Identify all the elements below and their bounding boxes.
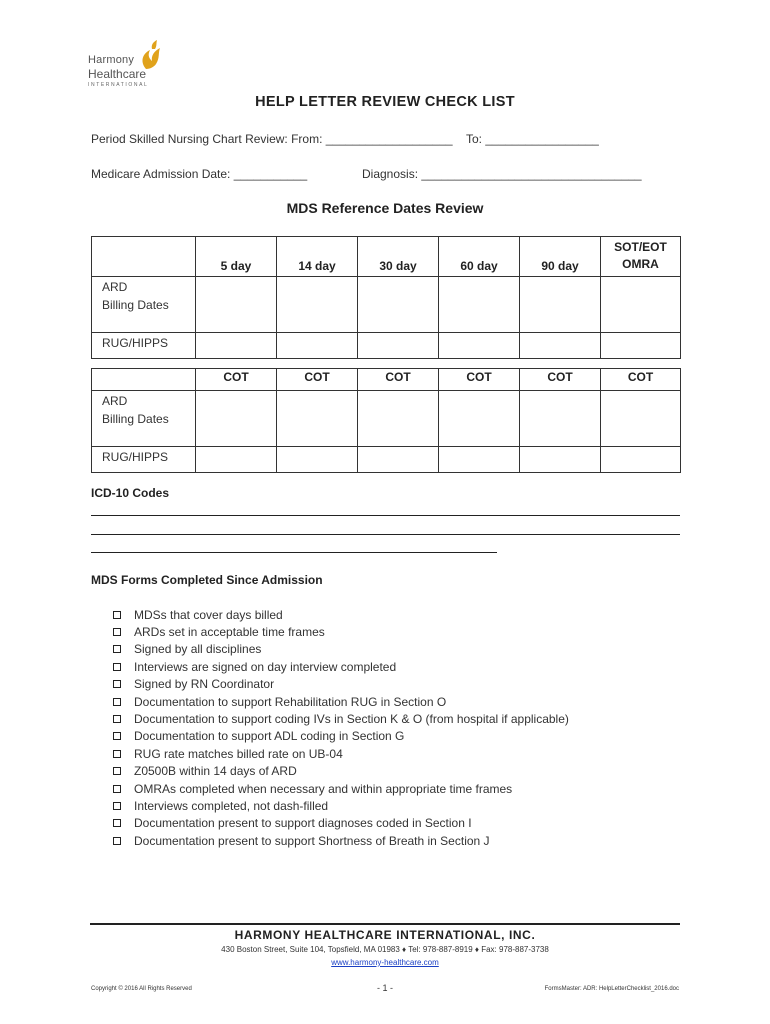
checklist-item-label: Signed by RN Coordinator <box>134 677 275 692</box>
footer-address: 430 Boston Street, Suite 104, Topsfield, MA 01983 ♦ Tel: 978-887-8919 ♦ Fax: 978-887-3738 <box>221 945 549 954</box>
logo-line-2: Healthcare <box>88 67 147 81</box>
table-cell[interactable] <box>196 391 277 447</box>
column-header: 30 day <box>358 237 439 277</box>
checklist-item-label: ARDs set in acceptable time frames <box>134 625 325 640</box>
table-cell[interactable] <box>601 447 681 473</box>
checklist-item <box>113 693 569 710</box>
table-cell[interactable] <box>439 277 520 333</box>
table-cell[interactable] <box>196 277 277 333</box>
checklist-item <box>113 815 569 832</box>
table-row <box>92 333 681 359</box>
company-logo <box>88 40 178 92</box>
checklist-item <box>113 763 569 780</box>
column-header: COT <box>196 369 277 391</box>
icd-codes-line[interactable] <box>91 534 680 535</box>
column-header: COT <box>439 369 520 391</box>
table-cell[interactable] <box>439 333 520 359</box>
row-label-ard-billing <box>92 391 196 447</box>
checklist-item <box>113 623 569 640</box>
checklist-item-label: Documentation to support coding IVs in Section K & O (from hospital if applicable) <box>134 712 569 727</box>
table-cell[interactable] <box>520 447 601 473</box>
checklist-item-label: OMRAs completed when necessary and within appropriate time frames <box>134 781 513 796</box>
table-cell[interactable] <box>439 391 520 447</box>
checklist-item-label: Documentation present to support Shortness of Breath in Section J <box>134 833 490 848</box>
row-label: ARD <box>102 280 128 294</box>
period-review-field: Period Skilled Nursing Chart Review: From: ___________________ <box>91 132 453 146</box>
row-label-ard-billing <box>92 277 196 333</box>
checkbox-icon[interactable] <box>113 802 121 810</box>
column-header-line: OMRA <box>622 257 659 271</box>
checklist-item <box>113 832 569 849</box>
column-header: COT <box>277 369 358 391</box>
column-header: 14 day <box>277 237 358 277</box>
table-cell[interactable] <box>277 447 358 473</box>
table-cell[interactable] <box>601 333 681 359</box>
column-header: 60 day <box>439 237 520 277</box>
page-title: HELP LETTER REVIEW CHECK LIST <box>255 94 515 110</box>
table-cell[interactable] <box>520 277 601 333</box>
table-cell[interactable] <box>196 447 277 473</box>
medicare-admission-field: Medicare Admission Date: ___________ <box>91 167 308 181</box>
mds-reference-table <box>91 236 681 359</box>
checkbox-icon[interactable] <box>113 645 121 653</box>
checkbox-icon[interactable] <box>113 715 121 723</box>
table-corner-cell <box>92 237 196 277</box>
row-label: Billing Dates <box>102 412 169 426</box>
column-header: COT <box>601 369 681 391</box>
footer-copyright: Copyright © 2016 All Rights Reserved <box>91 986 192 992</box>
table-cell[interactable] <box>196 333 277 359</box>
table-cell[interactable] <box>601 391 681 447</box>
checklist-item-label: Documentation to support ADL coding in Section G <box>134 729 405 744</box>
table-row <box>92 447 681 473</box>
footer-company-name: HARMONY HEALTHCARE INTERNATIONAL, INC. <box>234 928 536 942</box>
page-number: - 1 - <box>376 983 393 993</box>
checklist-item <box>113 676 569 693</box>
checkbox-icon[interactable] <box>113 663 121 671</box>
column-header: COT <box>520 369 601 391</box>
checklist-item <box>113 780 569 797</box>
checkbox-icon[interactable] <box>113 750 121 758</box>
column-header-line: SOT/EOT <box>614 240 667 254</box>
table-cell[interactable] <box>358 277 439 333</box>
row-label: Billing Dates <box>102 298 169 312</box>
table-corner-cell <box>92 369 196 391</box>
checkbox-icon[interactable] <box>113 837 121 845</box>
checkbox-icon[interactable] <box>113 611 121 619</box>
checklist-item <box>113 658 569 675</box>
checklist-item-label: Documentation to support Rehabilitation RUG in Section O <box>134 694 447 709</box>
mds-forms-checklist <box>113 606 569 849</box>
table-cell[interactable] <box>277 277 358 333</box>
checklist-item-label: Z0500B within 14 days of ARD <box>134 764 297 779</box>
checkbox-icon[interactable] <box>113 680 121 688</box>
icd-codes-heading: ICD-10 Codes <box>91 486 170 500</box>
checklist-item-label: Signed by all disciplines <box>134 642 262 657</box>
checkbox-icon[interactable] <box>113 819 121 827</box>
checklist-item <box>113 797 569 814</box>
row-label: RUG/HIPPS <box>92 333 196 359</box>
checkbox-icon[interactable] <box>113 628 121 636</box>
table-cell[interactable] <box>277 391 358 447</box>
checklist-item <box>113 641 569 658</box>
footer-divider <box>90 923 680 925</box>
table-cell[interactable] <box>358 447 439 473</box>
table-cell[interactable] <box>277 333 358 359</box>
column-header: 5 day <box>196 237 277 277</box>
checkbox-icon[interactable] <box>113 698 121 706</box>
logo-line-1: Harmony <box>88 54 135 66</box>
period-to-field: To: _________________ <box>466 132 599 146</box>
table-cell[interactable] <box>601 277 681 333</box>
table-row <box>92 277 681 333</box>
icd-codes-line[interactable] <box>91 552 497 553</box>
column-header: 90 day <box>520 237 601 277</box>
flame-icon <box>138 40 164 70</box>
checklist-item-label: Interviews completed, not dash-filled <box>134 798 329 813</box>
row-label: ARD <box>102 394 128 408</box>
checkbox-icon[interactable] <box>113 732 121 740</box>
table-row <box>92 391 681 447</box>
checkbox-icon[interactable] <box>113 767 121 775</box>
checkbox-icon[interactable] <box>113 785 121 793</box>
cot-table <box>91 368 681 473</box>
document-reference: FormsMaster: ADR: HelpLetterChecklist_2016.doc <box>544 986 679 992</box>
footer-website-link[interactable]: www.harmony-healthcare.com <box>331 958 439 967</box>
row-label: RUG/HIPPS <box>92 447 196 473</box>
table-cell[interactable] <box>358 391 439 447</box>
checklist-item <box>113 710 569 727</box>
checklist-item-label: Interviews are signed on day interview completed <box>134 659 397 674</box>
column-header-sot-eot <box>601 237 681 277</box>
mds-reference-heading: MDS Reference Dates Review <box>286 200 484 216</box>
checklist-item <box>113 606 569 623</box>
checklist-item <box>113 745 569 762</box>
diagnosis-field: Diagnosis: _________________________________ <box>362 167 642 181</box>
checklist-item-label: RUG rate matches billed rate on UB-04 <box>134 746 343 761</box>
column-header: COT <box>358 369 439 391</box>
table-cell[interactable] <box>520 333 601 359</box>
icd-codes-line[interactable] <box>91 515 680 516</box>
checklist-item-label: MDSs that cover days billed <box>134 607 283 622</box>
logo-line-3: INTERNATIONAL <box>88 82 149 88</box>
mds-forms-heading: MDS Forms Completed Since Admission <box>91 573 323 587</box>
table-cell[interactable] <box>520 391 601 447</box>
checklist-item <box>113 728 569 745</box>
table-cell[interactable] <box>358 333 439 359</box>
table-cell[interactable] <box>439 447 520 473</box>
checklist-item-label: Documentation present to support diagnoses coded in Section I <box>134 816 472 831</box>
